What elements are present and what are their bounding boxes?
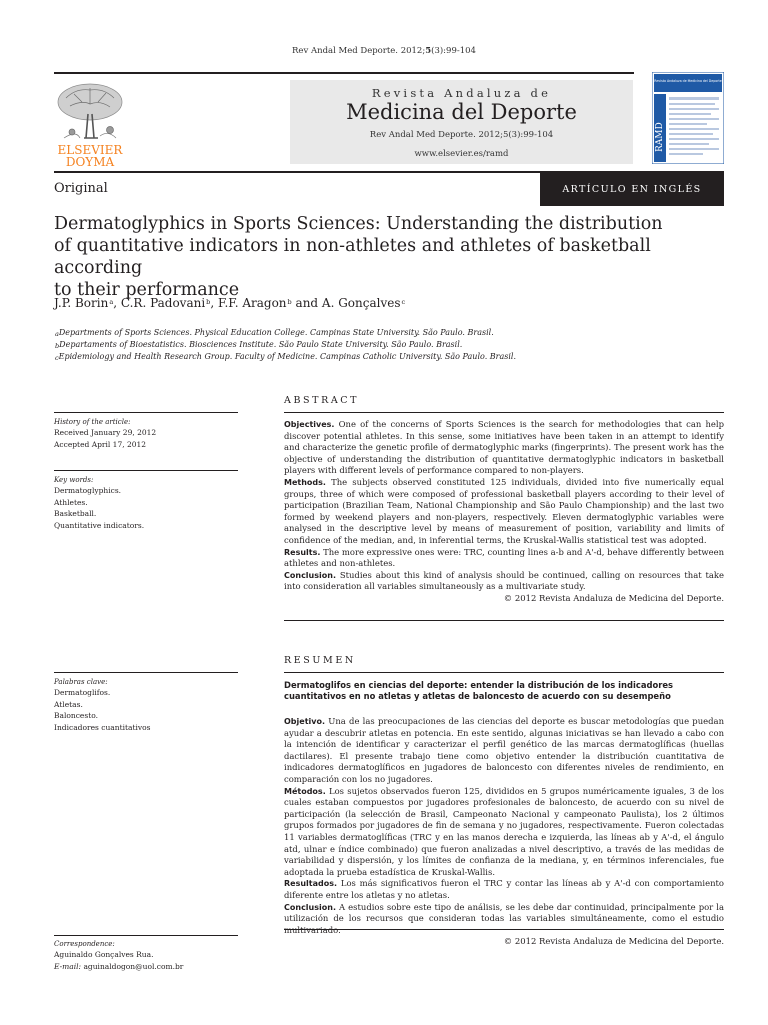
journal-title[interactable]: Medicina del Deporte [346, 100, 577, 124]
title-line: of quantitative indicators in non-athletes and athletes of basketball according [54, 236, 651, 278]
author-affiliation-mark: b [287, 298, 292, 306]
abstract-copyright: © 2012 Revista Andaluza de Medicina del Deporte. [503, 592, 724, 603]
abstract-bottom-rule [284, 620, 724, 621]
history-label: History of the article: [54, 418, 131, 426]
email-link[interactable]: aguinaldogon@uol.com.br [83, 961, 184, 971]
keywords-label: Key words: [54, 476, 94, 484]
keyword[interactable]: Dermatoglyphics. [54, 486, 122, 495]
resumen-body: Objetivo. Una de las preocupaciones de las ciencias del deporte es buscar metodologías que puedan ayudar a descubrir atletas en potencia. En este sentido, algunas iniciativas se han llevado a cabo con la intención de identificar y caracterizar el perfil genético de las marcas dermatoglíficas (huellas dactilares). El presente trabajo tiene como objetivo entender la distribución cuantitativa de indicadores dermatoglíficos en jugadores de baloncesto con diferentes niveles de rendimiento, en comparación con los no jugadores. Métodos. Los sujetos observados fueron 125, divididos en 5 grupos numéricamente iguales, 3 de los cuales estaban compuestos por jugadores profesionales de baloncesto, de acuerdo con su nivel de participación (la selección de Brasil, Campeonato Nacional y campeonato Paulista), los 2 últimos grupos formados por jugadores de fin de semana y no jugadores, respectivamente. Fueron colectadas 11 variables dermatoglíficas (TRC y en las manos derecha e izquierda, las líneas ab y A'-d, el ángulo atd, ulnar e índice combinado) que fueron analizadas a nivel descriptivo, a través de las medidas de variabilidad y dispersión, y los límites de confianza de la mediana, y, en términos inferenciales, fue adoptada la prueba estadística de Kruskal-Wallis. Resultados. Los más significativos fueron el TRC y contar las líneas ab y A'-d con comportamiento diferente entre los atletas y no atletas. Conclusion. A estudios sobre este tipo de análisis, se les debe dar continuidad, principalmente por la utilización de los recursos que consideran todas las variables simultáneamente, como el estudio © 2012 Revista Andaluza de Medicina del Deporte. [284, 716, 725, 947]
author-list: J.P. Borin$^a$, C.R. Padovani$^b$, F.F. Aragon$^b$ and A. Gonçalves$^c$ [54, 296, 406, 310]
article-title [54, 213, 724, 301]
author-affiliation-mark: a [109, 298, 114, 306]
resumen-copyright: © 2012 Revista Andaluza de Medicina del Deporte. [503, 936, 724, 947]
title-line: to their performance [54, 280, 240, 300]
sidebar-rule [54, 672, 238, 673]
elsevier-logo[interactable] [52, 80, 128, 170]
journal-kicker: Revista Andaluza de [371, 86, 552, 100]
history-item: Received January 29, 2012 [54, 428, 157, 437]
abstract-top-rule [284, 412, 724, 413]
keyword[interactable]: Dermatoglifos. [54, 688, 111, 697]
affiliation: $^b$Departaments of Bioestatistics. Biosciences Institute. São Paulo State University. São Paulo. Brasil. [55, 340, 463, 350]
keyword[interactable]: Basketball. [54, 509, 97, 518]
journal-url-link[interactable]: www.elsevier.es/ramd [414, 149, 509, 159]
affiliation: $^c$Epidemiology and Health Research Group. Faculty of Medicine. Campinas Catholic University. São Paulo. Brasil. [55, 352, 517, 362]
resumen-heading: RESUMEN [284, 655, 356, 666]
keyword[interactable]: Quantitative indicators. [54, 520, 145, 530]
resumen-top-rule [284, 672, 724, 673]
journal-citation: Rev Andal Med Deporte. 2012;5(3):99-104 [369, 130, 554, 140]
affiliation: $^a$Departments of Sports Sciences. Physical Education College. Campinas State University. São Paulo. Brasil. [55, 328, 494, 338]
running-head: Rev Andal Med Deporte. 2012;5(3):99-104 [292, 46, 476, 56]
author-name[interactable]: J.P. Borin [54, 296, 109, 310]
keyword[interactable]: Indicadores cuantitativos [54, 722, 151, 732]
resumen-title: Dermatoglifos en ciencias del deporte: entender la distribución de los indicadores cuantitativos en no atletas y atletas de baloncesto de acuerdo con su desempeño [284, 680, 674, 701]
abstract-body: Objectives. One of the concerns of Sports Sciences is the search for methodologies that can help discover potential athletes. In this sense, some initiatives have been taken in an attempt to identify and characterize the genetic profile of dermatoglyphic marks (fingerprints). The present work has the objective of understanding the distribution of quantitative dermatoglyphic indicators in basketball players with different levels of performance compared to non-players. Methods. The subjects observed constituted 125 individuals, divided into five numerically equal groups, three of which were composed of professional basketball players according to their level of participation (Brazilian Team, National Championship and São Paulo Championship) and the last two formed by weekend players and non-players, respectively. Eleven dermatoglyphic variables were analysed in the descriptive level by means of measurement of position, variability and limits of confidence of the median, and, in inferential terms, the Kruskal-Wallis statistical test was adopted. Results. The more expressive ones were: TRC, counting lines a-b and A'-d, behave differently between athletes and non-athletes. Conclusion. Studies about this kind of analysis should be continued, calling on resources that take into consideration all variables simultaneously as a multivariate study. © 2012 Revista Andaluza de Medicina del Deporte. [284, 419, 725, 603]
author-name[interactable]: C.R. Padovani [120, 296, 206, 310]
publisher-line-1: ELSEVIER [57, 143, 123, 157]
email-label: E-mail: [54, 961, 82, 971]
sidebar-rule [54, 935, 238, 936]
keyword[interactable]: Athletes. [54, 497, 88, 507]
correspondence-details [54, 949, 183, 972]
keyword[interactable]: Baloncesto. [54, 711, 98, 720]
title-line: Dermatoglyphics in Sports Sciences: Understanding the distribution [54, 214, 663, 234]
language-badge: ARTÍCULO EN INGLÉS [540, 173, 724, 206]
author-name[interactable]: A. Gonçalves [321, 296, 401, 310]
correspondence-name: Aguinaldo Gonçalves Rua. [54, 950, 154, 959]
elsevier-tree-icon [52, 80, 128, 170]
journal-cover-thumbnail[interactable] [652, 72, 724, 164]
history-item: Accepted April 17, 2012 [54, 439, 147, 449]
author-name[interactable]: F.F. Aragon [217, 296, 287, 310]
palabras-label: Palabras clave: [54, 678, 108, 686]
cover-label: RAMD [655, 122, 665, 152]
section-label: Original [54, 181, 108, 196]
history-list [54, 427, 156, 450]
keywords-list [54, 485, 144, 531]
palabras-list [54, 687, 150, 733]
sidebar-rule [54, 412, 238, 413]
masthead-top-rule [54, 72, 634, 74]
sidebar-rule [54, 470, 238, 471]
author-affiliation-mark: c [401, 298, 406, 306]
abstract-heading: ABSTRACT [284, 395, 360, 406]
publisher-line-2: DOYMA [65, 155, 115, 169]
correspondence-label: Correspondence: [54, 940, 115, 948]
keyword[interactable]: Atletas. [54, 699, 83, 709]
resumen-bottom-rule [284, 929, 724, 930]
cover-title: Revista Andaluza de Medicina del Deporte [654, 79, 722, 83]
author-affiliation-mark: b [206, 298, 211, 306]
